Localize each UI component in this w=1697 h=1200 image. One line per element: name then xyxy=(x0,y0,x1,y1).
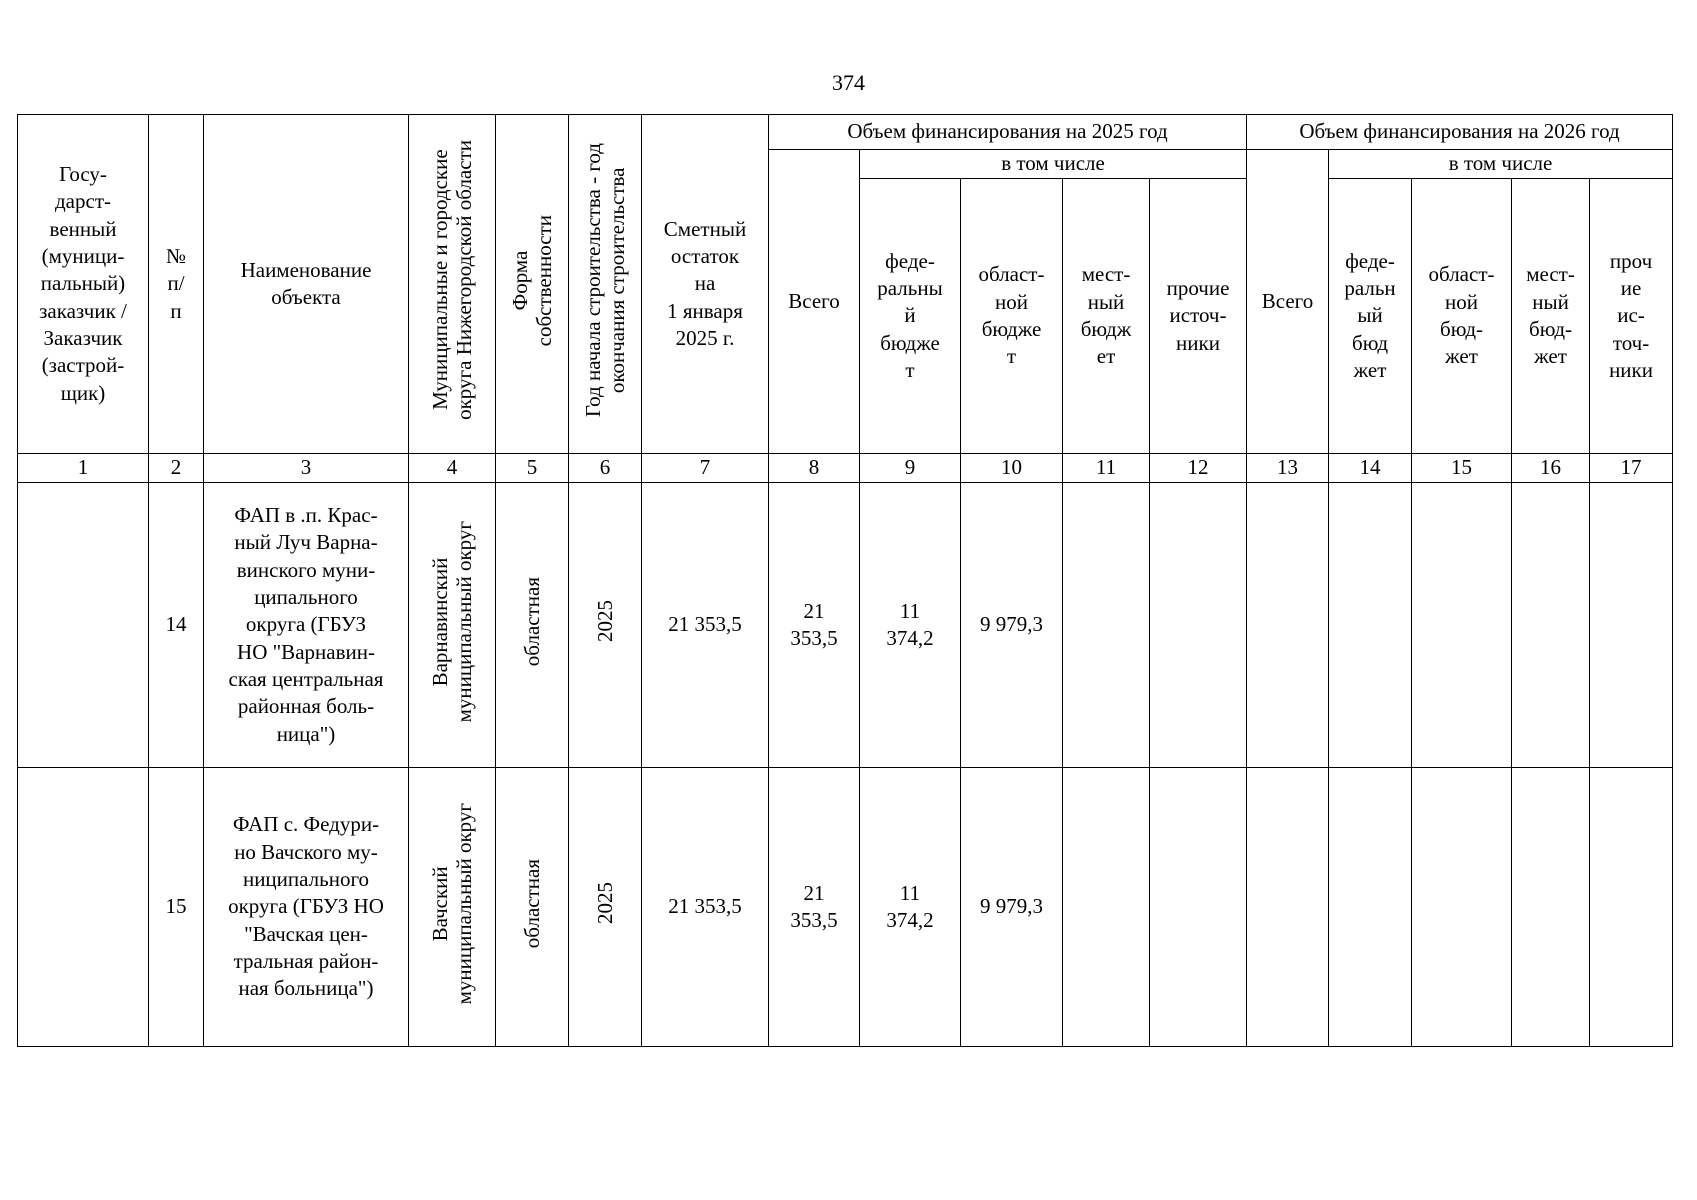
header-other-2025: прочие источ- ники xyxy=(1150,179,1247,454)
header-row-1 xyxy=(18,115,1673,150)
cell-ownership: областная xyxy=(496,768,569,1047)
cell-total-2026 xyxy=(1247,768,1329,1047)
header-local-2026: мест- ный бюд- жет xyxy=(1512,179,1590,454)
cell-local-2026 xyxy=(1512,483,1590,768)
header-estimate: Сметный остаток на 1 января 2025 г. xyxy=(642,115,769,454)
header-name: Наименование объекта xyxy=(204,115,409,454)
financing-table xyxy=(17,114,1673,1047)
header-federal-2025: феде- ральны й бюдже т xyxy=(860,179,961,454)
cell-regional-2025: 9 979,3 xyxy=(961,768,1063,1047)
column-number: 3 xyxy=(204,454,409,483)
cell-total-2025: 21 353,5 xyxy=(769,483,860,768)
column-number: 16 xyxy=(1512,454,1590,483)
table-row xyxy=(18,768,1673,1047)
header-fin-2025: Объем финансирования на 2025 год xyxy=(769,115,1247,150)
column-number: 13 xyxy=(1247,454,1329,483)
cell-local-2025 xyxy=(1063,483,1150,768)
header-regional-2025: област- ной бюдже т xyxy=(961,179,1063,454)
cell-estimate: 21 353,5 xyxy=(642,768,769,1047)
cell-municipality: Вачский муниципальный округ xyxy=(409,768,496,1047)
column-number: 7 xyxy=(642,454,769,483)
column-number: 4 xyxy=(409,454,496,483)
table-row xyxy=(18,483,1673,768)
cell-federal-2025: 11 374,2 xyxy=(860,483,961,768)
column-number: 10 xyxy=(961,454,1063,483)
header-local-2025: мест- ный бюдж ет xyxy=(1063,179,1150,454)
cell-municipality: Варнавинский муниципальный округ xyxy=(409,483,496,768)
cell-regional-2026 xyxy=(1412,768,1512,1047)
cell-other-2026 xyxy=(1590,483,1673,768)
cell-object-name: ФАП с. Федури- но Вачского му- ниципального округа (ГБУЗ НО "Вачская цен- тральная район- ная больница") xyxy=(204,768,409,1047)
header-total-2026: Всего xyxy=(1247,150,1329,454)
header-including-2026: в том числе xyxy=(1329,150,1673,179)
header-municipality: Муниципальные и городские округа Нижегородской области xyxy=(409,115,496,454)
column-number: 9 xyxy=(860,454,961,483)
cell-federal-2026 xyxy=(1329,483,1412,768)
column-number: 8 xyxy=(769,454,860,483)
cell-years: 2025 xyxy=(569,483,642,768)
column-number: 5 xyxy=(496,454,569,483)
cell-num: 14 xyxy=(149,483,204,768)
cell-regional-2026 xyxy=(1412,483,1512,768)
cell-total-2025: 21 353,5 xyxy=(769,768,860,1047)
cell-customer xyxy=(18,768,149,1047)
header-customer: Госу- дарст- венный (муници- пальный) заказчик / Заказчик (застрой- щик) xyxy=(18,115,149,454)
header-other-2026: проч ие ис- точ- ники xyxy=(1590,179,1673,454)
column-number: 14 xyxy=(1329,454,1412,483)
header-including-2025: в том числе xyxy=(860,150,1247,179)
column-number: 15 xyxy=(1412,454,1512,483)
cell-local-2025 xyxy=(1063,768,1150,1047)
column-number: 1 xyxy=(18,454,149,483)
header-total-2025: Всего xyxy=(769,150,860,454)
cell-total-2026 xyxy=(1247,483,1329,768)
cell-regional-2025: 9 979,3 xyxy=(961,483,1063,768)
cell-other-2025 xyxy=(1150,768,1247,1047)
header-regional-2026: област- ной бюд- жет xyxy=(1412,179,1512,454)
column-number: 12 xyxy=(1150,454,1247,483)
cell-federal-2026 xyxy=(1329,768,1412,1047)
header-fin-2026: Объем финансирования на 2026 год xyxy=(1247,115,1673,150)
header-num: № п/ п xyxy=(149,115,204,454)
cell-federal-2025: 11 374,2 xyxy=(860,768,961,1047)
cell-other-2026 xyxy=(1590,768,1673,1047)
header-federal-2026: феде- ральн ый бюд жет xyxy=(1329,179,1412,454)
cell-customer xyxy=(18,483,149,768)
column-number: 2 xyxy=(149,454,204,483)
cell-years: 2025 xyxy=(569,768,642,1047)
cell-ownership: областная xyxy=(496,483,569,768)
column-number-row xyxy=(18,454,1673,483)
cell-local-2026 xyxy=(1512,768,1590,1047)
page-number: 374 xyxy=(832,70,865,95)
cell-num: 15 xyxy=(149,768,204,1047)
cell-object-name: ФАП в .п. Крас- ный Луч Варна- винского муни- ципального округа (ГБУЗ НО "Варнавин- ская центральная районная боль- ница") xyxy=(204,483,409,768)
column-number: 11 xyxy=(1063,454,1150,483)
cell-other-2025 xyxy=(1150,483,1247,768)
header-years: Год начала строительства - год окончания строительства xyxy=(569,115,642,454)
column-number: 17 xyxy=(1590,454,1673,483)
cell-estimate: 21 353,5 xyxy=(642,483,769,768)
column-number: 6 xyxy=(569,454,642,483)
header-ownership: Форма собственности xyxy=(496,115,569,454)
